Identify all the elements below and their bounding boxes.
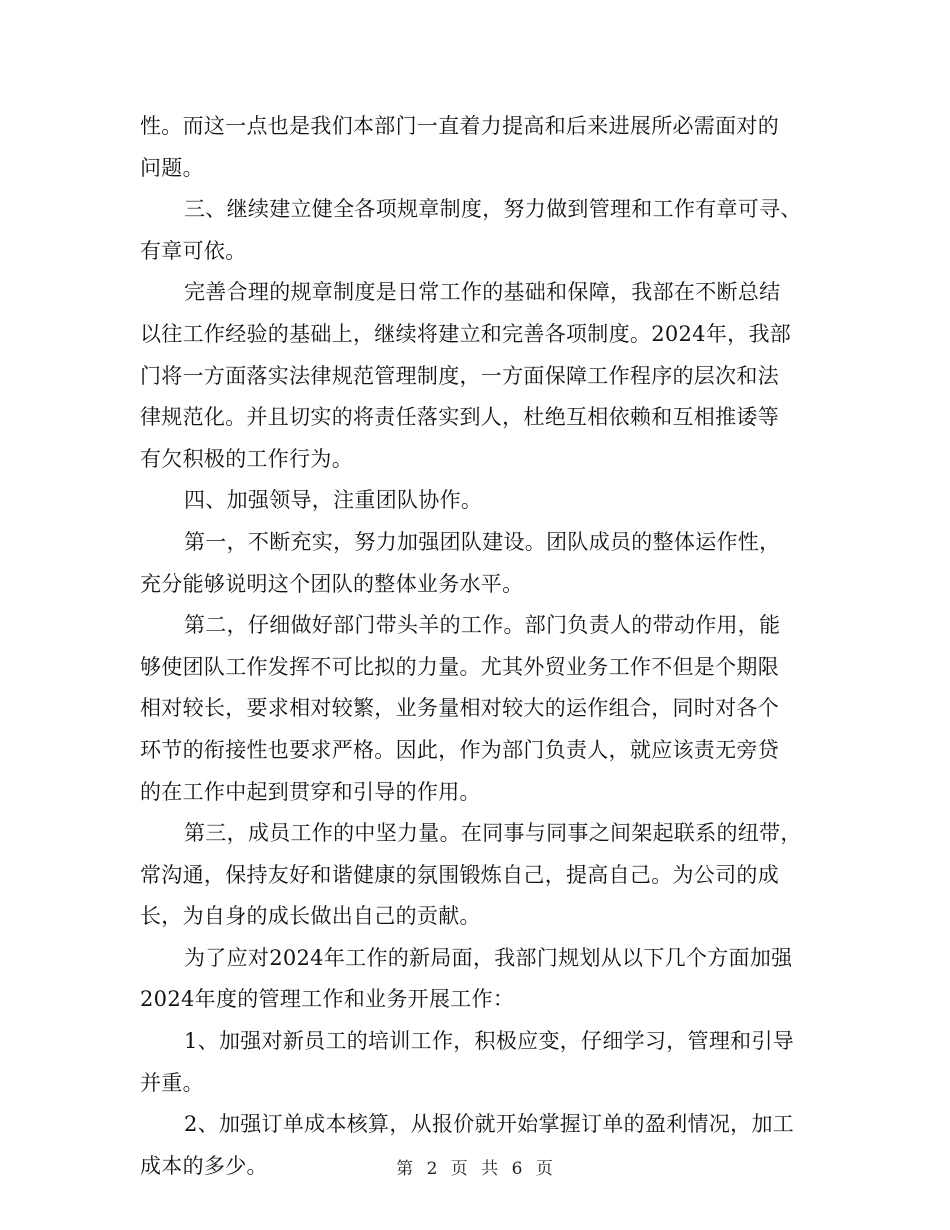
- section-heading: 四、加强领导，注重团队协作。: [184, 488, 483, 513]
- paragraph-start: 第一，不断充实，努力加强团队建设。团队成员的整体运作性，: [184, 529, 781, 554]
- paragraph-start: 完善合理的规章制度是日常工作的基础和保障，我部在不断总结: [184, 280, 781, 305]
- text-line: 环节的衔接性也要求严格。因此，作为部门负责人，就应该责无旁贷: [140, 737, 779, 762]
- text-line: 的在工作中起到贯穿和引导的作用。: [140, 779, 481, 804]
- text-line: 并重。: [140, 1070, 204, 1095]
- text-line: 有章可依。: [140, 238, 247, 263]
- list-item: 1、加强对新员工的培训工作，积极应变，仔细学习，管理和引导: [184, 1029, 795, 1054]
- text-line: 问题。: [140, 155, 204, 180]
- text-line: 够使团队工作发挥不可比拟的力量。尤其外贸业务工作不但是个期限: [140, 654, 779, 679]
- text-line: 有欠积极的工作行为。: [140, 446, 353, 471]
- paragraph-start: 第三，成员工作的中坚力量。在同事与同事之间架起联系的纽带，: [184, 821, 802, 846]
- paragraph-start: 为了应对2024年工作的新局面，我部门规划从以下几个方面加强: [184, 945, 793, 970]
- text-line: 以往工作经验的基础上，继续将建立和完善各项制度。2024年，我部: [140, 321, 792, 346]
- section-heading: 三、继续建立健全各项规章制度，努力做到管理和工作有章可寻、: [184, 197, 802, 222]
- page-number-footer: 第 2 页 共 6 页: [396, 1159, 554, 1179]
- text-line: 律规范化。并且切实的将责任落实到人，杜绝互相依赖和互相推诿等: [140, 405, 779, 430]
- text-line: 充分能够说明这个团队的整体业务水平。: [140, 571, 524, 596]
- text-line: 成本的多少。: [140, 1153, 268, 1178]
- text-line: 门将一方面落实法律规范管理制度，一方面保障工作程序的层次和法: [140, 363, 779, 388]
- text-line: 长，为自身的成长做出自己的贡献。: [140, 904, 481, 929]
- text-line: 常沟通，保持友好和谐健康的氛围锻炼自己，提高自己。为公司的成: [140, 862, 779, 887]
- body-text: [140, 106, 812, 1187]
- list-item: 2、加强订单成本核算，从报价就开始掌握订单的盈利情况，加工: [184, 1112, 795, 1137]
- text-line: 性。而这一点也是我们本部门一直着力提高和后来进展所必需面对的: [140, 114, 779, 138]
- text-line: 相对较长，要求相对较繁，业务量相对较大的运作组合，同时对各个: [140, 696, 779, 721]
- text-line: 2024年度的管理工作和业务开展工作：: [140, 987, 515, 1012]
- paragraph-start: 第二，仔细做好部门带头羊的工作。部门负责人的带动作用，能: [184, 613, 781, 638]
